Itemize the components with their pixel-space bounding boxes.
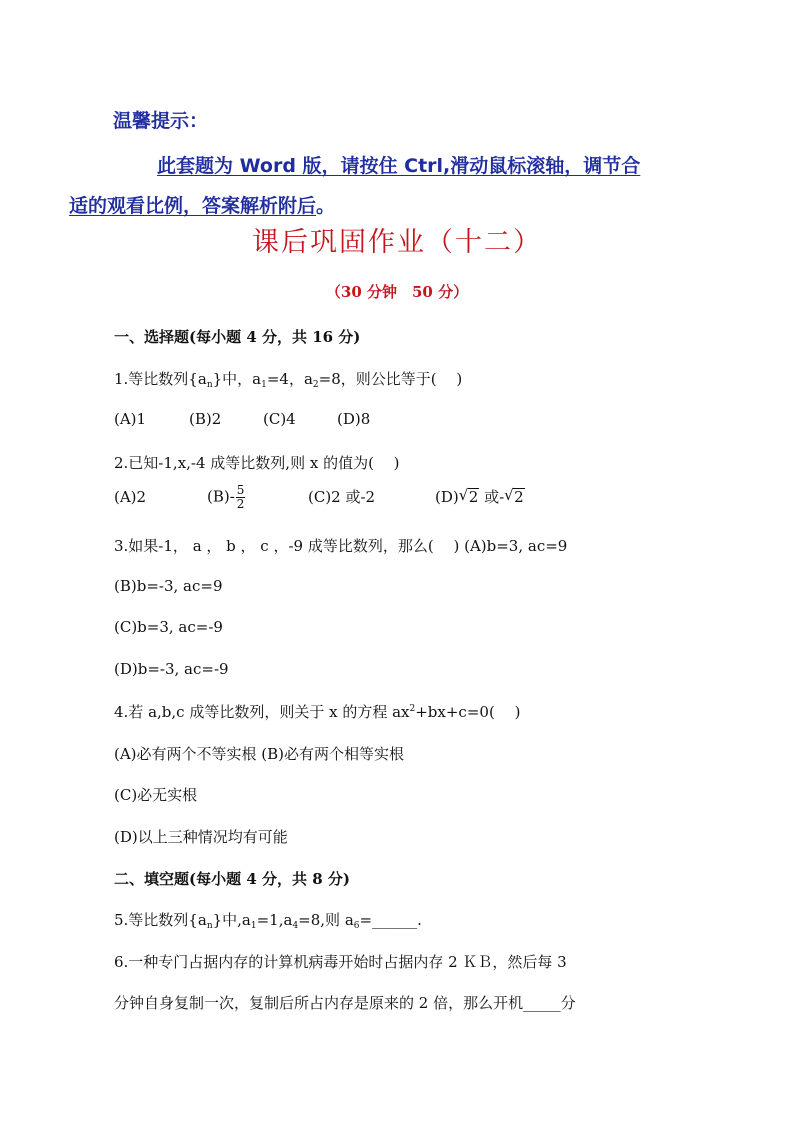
question-1-options [114,410,370,428]
page-subtitle: （30 分钟 50 分） [325,283,469,301]
q1-option-a: (A)1 [114,410,147,428]
section-choice-heading: 一、选择题(每小题 4 分，共 16 分) [114,328,361,346]
question-5: 5.等比数列$\{a_n\}$中$,a_1=1,a_4=8$,则 $a_6=\_\_\_\_\_\_$. [114,911,422,931]
tip-line-2: 适的观看比例，答案解析附后 [69,195,317,217]
sqrt-symbol: √ 2 [504,485,524,506]
question-1-stem: 1.等比数列$\{a_n\}$中，$a_1=4$，$a_2=8$，则公比等于( ) [114,370,463,390]
q4-option-d: (D)以上三种情况均有可能 [114,828,288,846]
question-2-options [114,484,525,511]
q1-option-d: (D)8 [337,410,371,428]
q2-option-d: (D) √ 2 或- √ 2 [435,485,524,506]
page-title: 课后巩固作业（十二） [252,227,542,258]
q3-option-c: (C)b=3, ac=-9 [114,618,223,636]
q1-option-c: (C)4 [263,410,296,428]
tip-body [69,146,683,226]
section-fill-heading: 二、填空题(每小题 4 分，共 8 分) [114,870,350,888]
tip-line-1: 此套题为 Word 版，请按住 Ctrl,滑动鼠标滚轴，调节合 [157,155,641,177]
q2-option-b: (B)- $\frac{5}{2}$ [207,483,245,511]
question-6-line-2: 分钟自身复制一次，复制后所占内存是原来的 2 倍，那么开机_____分 [114,994,576,1012]
q3-option-d: (D)b=-3, ac=-9 [114,660,229,678]
q1-option-b: (B)2 [189,410,222,428]
fraction-five-halves: $\frac{5}{2}$ [236,483,245,511]
q2-option-c: (C)2 或-2 [308,487,376,506]
question-4-stem: 4.若 a,b,c 成等比数列，则关于 x 的方程 $ax^2+bx+c=0$( ) [114,703,521,721]
question-3-stem: 3.如果-1， a ， b ， c ，-9 成等比数列，那么( ) (A)b=3, ac=9 [114,537,568,555]
q2-option-a: (A)2 [114,487,147,506]
question-6-line-1: 6.一种专门占据内存的计算机病毒开始时占据内存 2 ＫＢ，然后每 3 [114,953,567,971]
tip-line-2-end: 。 [316,195,336,217]
q3-option-b: (B)b=-3, ac=9 [114,577,223,595]
q4-option-c: (C)必无实根 [114,786,198,804]
question-2-stem: 2.已知-1,x,-4 成等比数列,则 x 的值为( ) [114,454,400,472]
sqrt-symbol: √ 2 [458,485,479,506]
tip-title: 温馨提示： [113,110,209,132]
q4-options-ab: (A)必有两个不等实根 (B)必有两个相等实根 [114,745,405,763]
